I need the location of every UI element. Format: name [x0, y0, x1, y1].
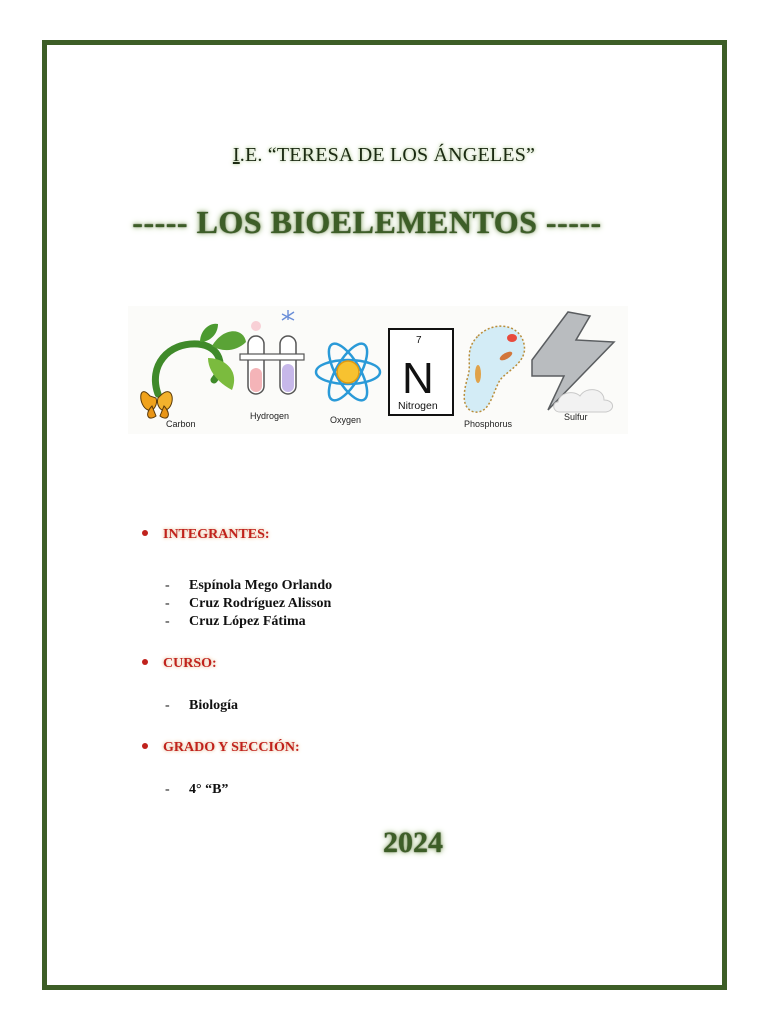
carbon-label: Carbon [166, 419, 196, 429]
section-integrantes-heading [142, 527, 270, 543]
member-name: Espínola Mego Orlando [189, 578, 333, 593]
hydrogen-label: Hydrogen [250, 411, 290, 421]
bullet-icon [142, 530, 148, 536]
list-item [165, 596, 331, 612]
member-name: Cruz Rodríguez Alisson [189, 596, 332, 611]
section-grado-label: GRADO Y SECCIÓN: [163, 740, 300, 755]
list-item [165, 698, 238, 714]
nitrogen-symbol: N [402, 354, 434, 403]
list-item [165, 614, 306, 630]
section-grado-heading [142, 740, 300, 756]
bullet-icon [142, 743, 148, 749]
bioelements-banner [128, 306, 628, 434]
school-name-rest: .E. “TERESA DE LOS ÁNGELES” [239, 144, 536, 166]
section-curso-heading [142, 656, 217, 672]
test-tubes-icon [240, 310, 304, 394]
member-name: Cruz López Fátima [189, 614, 306, 629]
dash-marker: - [165, 578, 170, 593]
section-integrantes-label: INTEGRANTES: [163, 527, 270, 542]
dash-marker: - [165, 698, 170, 713]
oxygen-label: Oxygen [330, 415, 362, 425]
atom-icon [316, 338, 380, 405]
bullet-icon [142, 659, 148, 665]
list-item [165, 782, 228, 798]
nitrogen-label: Nitrogen [398, 400, 438, 412]
carbon-vine-icon [141, 324, 246, 418]
year: 2024 [383, 826, 443, 859]
list-item [165, 578, 332, 594]
school-name-initial: I [232, 144, 240, 166]
bioelements-illustration [128, 306, 628, 434]
section-curso-label: CURSO: [163, 656, 217, 671]
dash-marker: - [165, 614, 170, 629]
grade-section-value: 4° “B” [189, 782, 229, 797]
dash-marker: - [165, 782, 170, 797]
phosphorus-label: Phosphorus [464, 419, 513, 429]
sulfur-label: Sulfur [564, 412, 588, 422]
course-name: Biología [189, 698, 239, 713]
dash-marker: - [165, 596, 170, 611]
sulfur-bolt-icon [532, 312, 614, 412]
nitrogen-number: 7 [416, 335, 422, 346]
school-name [0, 144, 768, 167]
cell-icon [464, 326, 524, 412]
document-title: ----- LOS BIOELEMENTOS ----- [132, 204, 602, 240]
